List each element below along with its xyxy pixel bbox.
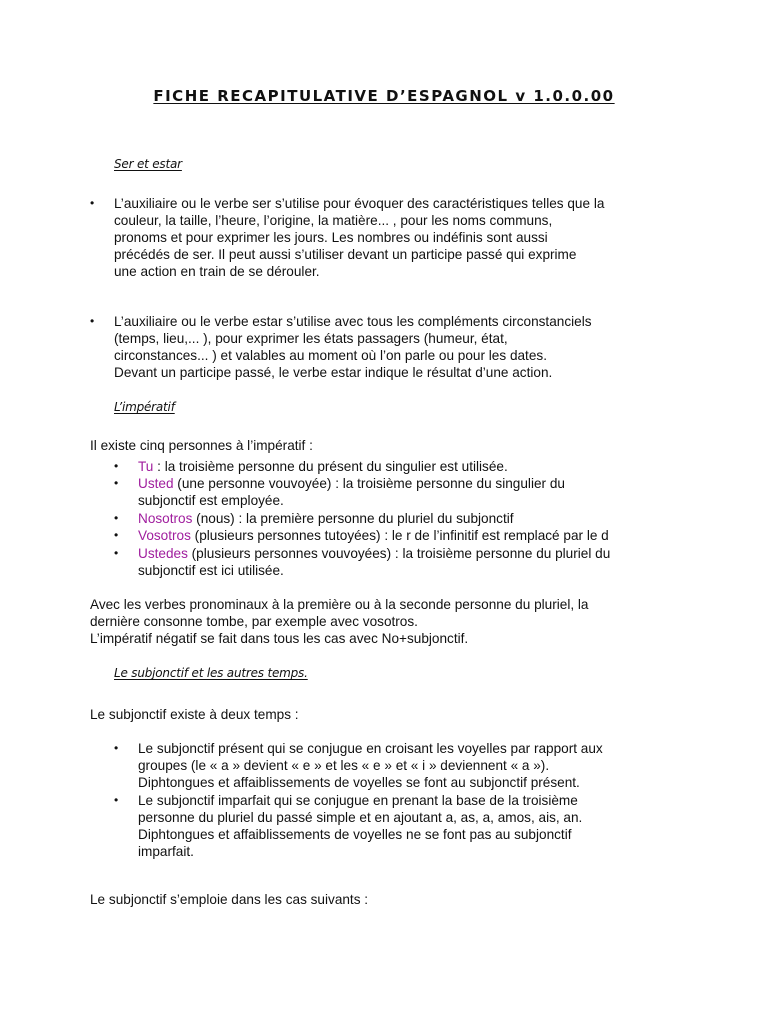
term-vosotros: Vosotros [138, 528, 191, 543]
subjonctif-intro: Le subjonctif existe à deux temps : [90, 707, 299, 722]
imperatif-item-nosotros [114, 510, 704, 528]
item-line [138, 527, 676, 544]
item-text [138, 545, 704, 579]
text-line: Devant un participe passé, le verbe estar indique le résultat d’une action. [114, 365, 553, 380]
text-line: Le subjonctif imparfait qui se conjugue en prenant la base de la troisième [138, 793, 578, 808]
text-line: pronoms et pour exprimer les jours. Les nombres ou indéfinis sont aussi [114, 230, 548, 245]
heading-ser-estar: Ser et estar [114, 157, 182, 171]
text-line: L’auxiliaire ou le verbe ser s’utilise pour évoquer des caractéristiques telles que la [114, 196, 605, 211]
item-text [138, 527, 676, 544]
bullet-glyph: • [114, 511, 119, 525]
text-line: L’auxiliaire ou le verbe estar s’utilise avec tous les compléments circonstanciels [114, 314, 592, 329]
estar-bullet [90, 313, 680, 385]
term-ustedes: Ustedes [138, 546, 188, 561]
heading-subjonctif: Le subjonctif et les autres temps. [114, 666, 308, 680]
item-desc: (plusieurs personnes tutoyées) : le r de l’infinitif est remplacé par le d [190, 528, 609, 543]
text-line: précédés de ser. Il peut aussi s’utiliser devant un participe passé qui exprime [114, 247, 577, 262]
subjonctif-cases: Le subjonctif s’emploie dans les cas suivants : [90, 892, 369, 907]
bullet-glyph: • [114, 793, 119, 807]
bullet-text [138, 792, 704, 860]
ser-bullet-text [114, 195, 680, 280]
bullet-text [138, 740, 704, 791]
text-line: Diphtongues et affaiblissements de voyelles ne se font pas au subjonctif [138, 827, 572, 842]
subjonctif-imparfait-bullet [114, 792, 704, 864]
item-line-2: subjonctif est ici utilisée. [138, 563, 284, 578]
text-line: L’impératif négatif se fait dans tous les cas avec No+subjonctif. [90, 631, 469, 646]
text-line: imparfait. [138, 844, 194, 859]
term-nosotros: Nosotros [138, 511, 193, 526]
bullet-glyph: • [90, 314, 95, 328]
bullet-glyph: • [114, 528, 119, 542]
bullet-glyph: • [114, 459, 119, 473]
subjonctif-present-bullet [114, 740, 704, 794]
item-line-2: subjonctif est employée. [138, 493, 284, 508]
item-text [138, 510, 704, 527]
estar-bullet-text [114, 313, 680, 381]
imperatif-item-usted [114, 475, 704, 511]
imperatif-item-vosotros [114, 527, 676, 545]
text-line: groupes (le « a » devient « e » et les « e » et « i » deviennent « a »). [138, 758, 550, 773]
text-line: Avec les verbes pronominaux à la première ou à la seconde personne du pluriel, la [90, 597, 589, 612]
imperatif-item-ustedes [114, 545, 704, 581]
bullet-glyph: • [114, 476, 119, 490]
bullet-glyph: • [114, 546, 119, 560]
item-line [138, 510, 704, 527]
bullet-glyph: • [90, 196, 95, 210]
item-desc: (nous) : la première personne du pluriel du subjonctif [192, 511, 514, 526]
text-line: une action en train de se dérouler. [114, 264, 320, 279]
imperatif-intro: Il existe cinq personnes à l’impératif : [90, 438, 313, 453]
document-title: FICHE RECAPITULATIVE D’ESPAGNOL v 1.0.0.00 [153, 87, 615, 105]
item-desc: : la troisième personne du présent du singulier est utilisée. [153, 459, 508, 474]
bullet-glyph: • [114, 741, 119, 755]
text-line: couleur, la taille, l’heure, l’origine, la matière... , pour les noms communs, [114, 213, 553, 228]
item-line [138, 475, 704, 492]
text-line: personne du pluriel du passé simple et en ajoutant a, as, a, amos, ais, an. [138, 810, 583, 825]
item-line [138, 545, 704, 562]
text-line: (temps, lieu,... ), pour exprimer les états passagers (humeur, état, [114, 331, 508, 346]
text-line: Le subjonctif présent qui se conjugue en croisant les voyelles par rapport aux [138, 741, 603, 756]
imperatif-item-tu [114, 458, 704, 476]
text-line: Diphtongues et affaiblissements de voyelles se font au subjonctif présent. [138, 775, 580, 790]
term-usted: Usted [138, 476, 174, 491]
heading-imperatif: L’impératif [114, 400, 175, 414]
imperatif-outro [90, 596, 690, 647]
item-text [138, 475, 704, 509]
item-line [138, 458, 704, 475]
text-line: dernière consonne tombe, par exemple avec vosotros. [90, 614, 418, 629]
ser-bullet [90, 195, 680, 285]
item-text [138, 458, 704, 475]
item-desc: (plusieurs personnes vouvoyées) : la troisième personne du pluriel du [187, 546, 611, 561]
text-line: circonstances... ) et valables au moment où l’on parle ou pour les dates. [114, 348, 547, 363]
term-tu: Tu [138, 459, 154, 474]
item-desc: (une personne vouvoyée) : la troisième personne du singulier du [173, 476, 565, 491]
